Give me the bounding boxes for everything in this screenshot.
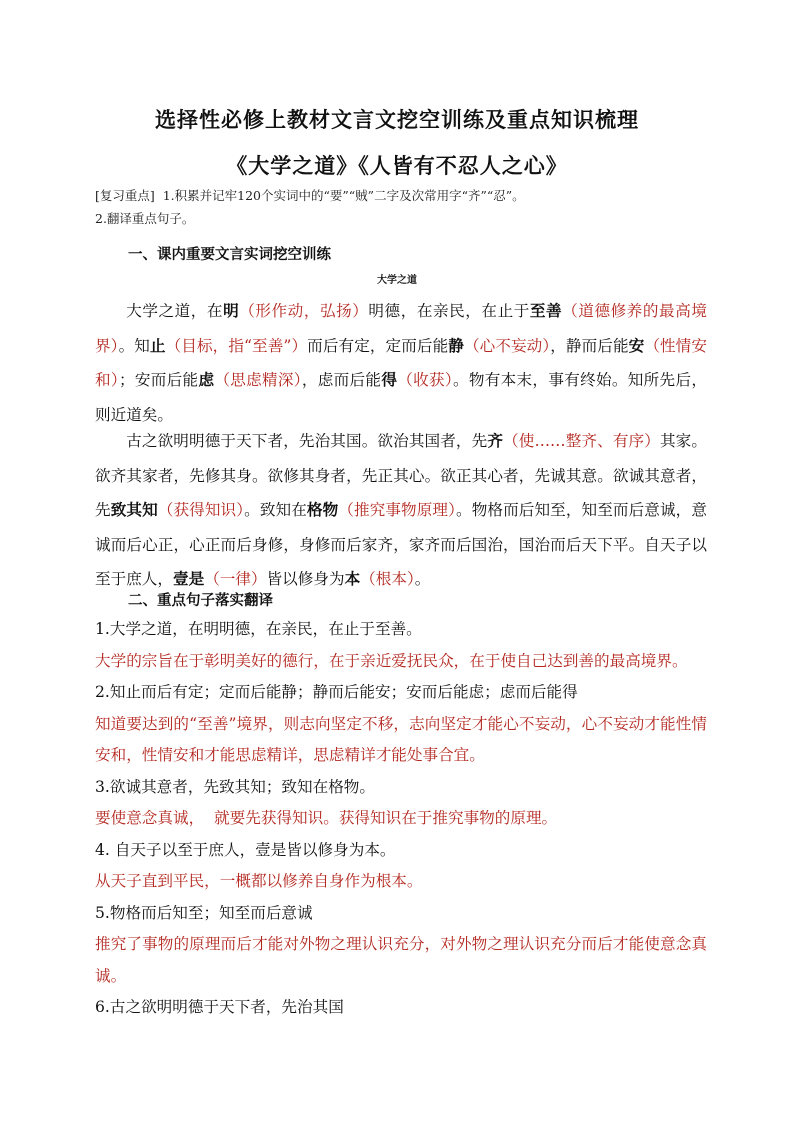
p2-note-2: （获得知识） <box>157 501 245 519</box>
p2-text-c: 。致知在 <box>244 501 307 519</box>
document-subtitle: 《大学之道》《人皆有不忍人之心》 <box>226 153 568 178</box>
section-1-heading: 一、课内重要文言实词挖空训练 <box>128 246 331 263</box>
p1-text-f: ；安而后能 <box>118 371 199 389</box>
p1-note-1: （形作动，弘扬） <box>239 302 369 320</box>
text-title: 大学之道 <box>377 275 417 286</box>
p1-note-7: （收获） <box>397 371 453 389</box>
sentence-4-translation: 从天子直到平民，一概都以修养自身作为根本。 <box>95 872 423 890</box>
p2-text-a: 古之欲明明德于天下者，先治其国。欲治其国者，先 <box>126 432 488 450</box>
p2-note-4: （一律） <box>204 570 267 588</box>
p2-keyword-1: 齐 <box>487 431 504 450</box>
sentence-2-original: 2.知止而后有定；定而后能静；静而后能安；安而后能虑；虑而后能得 <box>95 683 578 701</box>
p2-keyword-3: 格物 <box>306 500 339 519</box>
p1-text-a: 大学之道，在 <box>126 302 224 320</box>
p2-text-f: 。 <box>414 570 431 588</box>
p1-note-3: （目标，指“至善”） <box>165 336 308 355</box>
p1-text-d: 而后有定，定而后能 <box>307 336 449 355</box>
p1-note-4: （心不妄动） <box>463 336 551 355</box>
p2-note-5: （根本） <box>360 570 415 588</box>
sentence-5-translation: 推究了事物的原理而后才能对外物之理认识充分，对外物之理认识充分而后才能使意念真诚。 <box>95 935 707 985</box>
paragraph-1 <box>95 294 707 432</box>
p2-note-3: （推究事物原理） <box>338 501 457 519</box>
document-title: 选择性必修上教材文言文挖空训练及重点知识梳理 <box>155 107 639 132</box>
p2-keyword-2: 致其知 <box>110 500 158 519</box>
sentence-1-original: 1.大学之道，在明明德，在亲民，在止于至善。 <box>95 620 422 638</box>
sentence-6-original: 6.古之欲明明德于天下者，先治其国 <box>95 998 344 1016</box>
sentence-2-translation: 知道要达到的“至善”境界，则志向坚定不移，志向坚定才能心不妄动，心不妄动才能性情安和，性情安和才能思虑精详，思虑精详才能处事合宜。 <box>95 714 707 764</box>
sentence-4-original: 4. 自天子以至于庶人，壹是皆以修身为本。 <box>95 840 396 859</box>
p1-keyword-5: 安 <box>628 335 645 355</box>
p1-keyword-4: 静 <box>448 335 464 355</box>
p2-text-e: 皆以修身为 <box>266 570 345 588</box>
p1-keyword-1: 明 <box>223 301 240 320</box>
p1-text-g: ，虑而后能 <box>301 371 382 389</box>
p2-note-1: （使……整齐、有序） <box>503 432 660 450</box>
review-label: [复习重点] <box>95 188 155 203</box>
review-point-1: 1.积累并记牢120个实词中的“要”“贼”二字及次常用字“齐”“忍”。 <box>162 188 525 203</box>
p1-keyword-7: 得 <box>381 370 398 389</box>
sentence-3-translation: 要使意念真诚， 就要先获得知识。获得知识在于推究事物的原理。 <box>95 809 558 827</box>
p1-note-6: （思虑精深） <box>214 371 302 389</box>
p2-keyword-4: 壹是 <box>172 569 205 588</box>
section-2-heading: 二、重点句子落实翻译 <box>128 592 273 609</box>
translation-list <box>95 614 707 1024</box>
sentence-5-original: 5.物格而后知至；知至而后意诚 <box>95 903 313 922</box>
paragraph-2 <box>95 424 707 597</box>
p1-keyword-6: 虑 <box>198 370 215 389</box>
p1-keyword-2: 至善 <box>529 301 563 320</box>
sentence-1-translation: 大学的宗旨在于彰明美好的德行，在于亲近爱抚民众，在于使自己达到善的最高境界。 <box>95 651 688 670</box>
p1-note-2: （道德修养的最高境界） <box>95 302 707 355</box>
p1-text-h: 。物有本末，事有终始。知所先后，则近道矣。 <box>95 371 707 424</box>
p1-note-5: （性情安和） <box>95 336 707 389</box>
p1-text-e: ，静而后能 <box>550 336 629 355</box>
review-point-2: 2.翻译重点句子。 <box>95 211 195 226</box>
p1-text-b: 明德，在亲民，在止于 <box>368 302 530 320</box>
p2-text-d: 。物格而后知至，知至而后意诚，意诚而后心正，心正而后身修，身修而后家齐，家齐而后国治，国治而后天下平。自天子以至于庶人， <box>95 501 707 588</box>
p1-text-c: 。知 <box>118 336 150 355</box>
p2-keyword-5: 本 <box>344 569 361 588</box>
p2-text-b: 其家。欲齐其家者，先修其身。欲修其身者，先正其心。欲正其心者，先诚其意。欲诚其意者，先 <box>95 432 707 519</box>
sentence-3-original: 3.欲诚其意者，先致其知；致知在格物。 <box>95 777 375 796</box>
p1-keyword-3: 止 <box>149 335 166 355</box>
review-points <box>95 184 715 230</box>
